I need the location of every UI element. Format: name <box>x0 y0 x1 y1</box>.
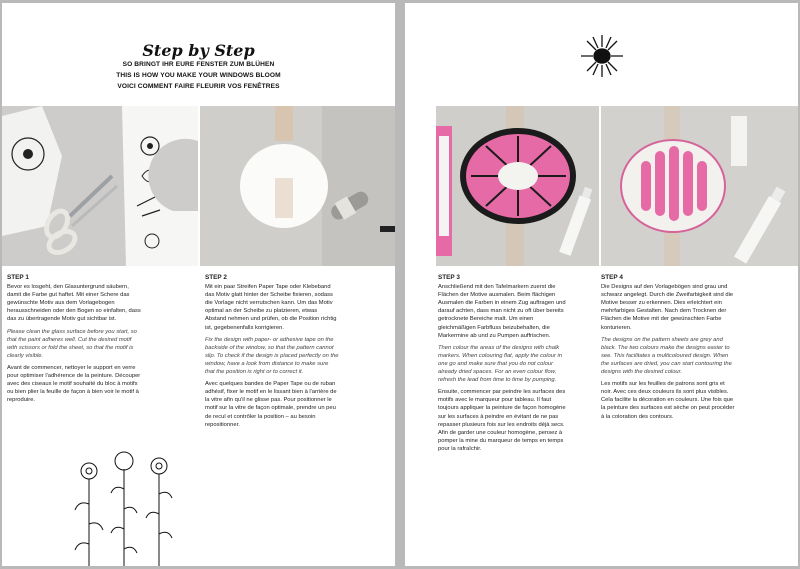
subtitle-de: SO BRINGT IHR EURE FENSTER ZUM BLÜHEN <box>122 61 275 68</box>
step1-de: Bevor es losgeht, den Glasuntergrund säubern, damit die Farbe gut haftet. Mit einer Schere das gewünschte Motiv aus dem Vorlagebogen herausschneiden oder den Bogen so einfalten, dass das zu übertragende Motiv gut sichtbar ist. <box>7 284 141 323</box>
step2-de: Mit ein paar Streifen Paper Tape oder Klebeband das Motiv glatt hinter der Scheibe fixieren, sodass die Vorlage nicht verrutschen kann. Um das Motiv optimal an der Scheibe zu platzieren, etwas Abstand nehmen und prüfen, ob die Position richtig ist, gegebenenfalls korrigieren. <box>205 284 337 331</box>
daisy-drawing <box>573 33 631 79</box>
taped-circle-illustration <box>200 106 395 266</box>
step3-text <box>438 274 572 457</box>
step1-heading: STEP 1 <box>7 274 29 281</box>
finished-flower-illustration <box>601 106 798 266</box>
step4-photo <box>601 106 798 266</box>
step2-en: Fix the design with paper- or adhesive tape on the backside of the window, so that the pattern cannot slip. To check if the design is placed perfectly on the window, have a look from distance to make sure that the position is right or to correct it. <box>205 336 339 376</box>
page-title: Step by Step <box>142 41 255 60</box>
step1-fr: Avant de commencer, nettoyer le support en verre pour optimiser l'adhérence de la peinture. Découper avec des ciseaux le motif souhaité du bloc à motifs ou bien plier la feuille de façon à bien voir le motif à reproduire. <box>7 364 141 404</box>
subtitle-fr: VOICI COMMENT FAIRE FLEURIR VOS FENÊTRES <box>117 83 280 90</box>
pink-flower-marker-illustration <box>436 106 599 266</box>
step2-fr: Avec quelques bandes de Paper Tape ou de ruban adhésif, fixer le motif en le lissant bien à l'arrière de la vitre afin qu'il ne glisse pas. Pour positionner le motif sur la vitre de façon optimale, prendre un peu de recul et contrôler la position – au besoin repositionner. <box>205 381 337 428</box>
step2-heading: STEP 2 <box>205 274 227 281</box>
step3-heading: STEP 3 <box>438 274 460 281</box>
scissors-and-motif-illustration <box>2 106 198 266</box>
subtitle-en: THIS IS HOW YOU MAKE YOUR WINDOWS BLOOM <box>116 72 281 79</box>
right-page <box>405 3 798 566</box>
left-page <box>2 3 395 566</box>
step3-de: Anschließend mit den Tafelmarkern zuerst die Flächen der Motive ausmalen. Beim flächigen Ausmalen die Farben in einem Zug auftragen und darauf achten, dass man nicht zu oft über bereits getrocknete Bereiche malt. Um einen gleichmäßigen Farbfluss beizubehalten, die Markermine ab und zu Pumpen auffrischen. <box>438 284 566 339</box>
step3-photo <box>436 106 599 266</box>
step3-fr: Ensuite, commencer par peindre les surfaces des motifs avec le marqueur pour tableau. Il faut toujours appliquer la peinture de façon homogène sur les surfaces à peindre en évitant de ne pas repasser plusieurs fois sur les endroits déjà secs. Afin de garder une couleur homogène, pensez à pomper la mine du marqueur de temps en temps pour la rafraîchir. <box>438 389 566 452</box>
step4-heading: STEP 4 <box>601 274 623 281</box>
step1-photo <box>2 106 198 266</box>
step4-en: The designs on the pattern sheets are grey and black. The two colours make the designs easier to see. This facilitates a multicoloured design. When the surfaces are dried, you can start contouring the designs with the desired colour. <box>601 336 732 376</box>
step4-fr: Les motifs sur les feuilles de patrons sont gris et noir. Avec ces deux couleurs ils sont plus visibles. Cela facilite la décoration en couleurs. Une fois que la peinture des surfaces est sèche on peut procéder à la coloration des contours. <box>601 381 735 420</box>
step1-en: Please clean the glass surface before you start, so that the paint adheres well. Cut the desired motif with scissors or fold the sheet, so that the motif is clearly visible. <box>7 328 137 359</box>
step2-photo <box>200 106 395 266</box>
stem-flowers-drawing <box>64 449 184 566</box>
step1-text <box>7 274 141 408</box>
step2-text <box>205 274 339 433</box>
step4-text <box>601 274 735 425</box>
step4-de: Die Designs auf den Vorlagebögen sind grau und schwarz angelegt. Durch die Zweifarbigkeit sind die Motive besser zu erkennen. Dies erleichtert ein mehrfarbiges Gestalten. Nach dem Trocknen der Flächen die Motive mit der gewünschten Farbe konturieren. <box>601 284 734 331</box>
step3-en: Then colour the areas of the designs with chalk markers. When colouring flat, apply the colour in one go and make sure that you do not colour already dried spaces. For an even colour flow, refresh the lead from time to time by pumping. <box>438 344 563 384</box>
